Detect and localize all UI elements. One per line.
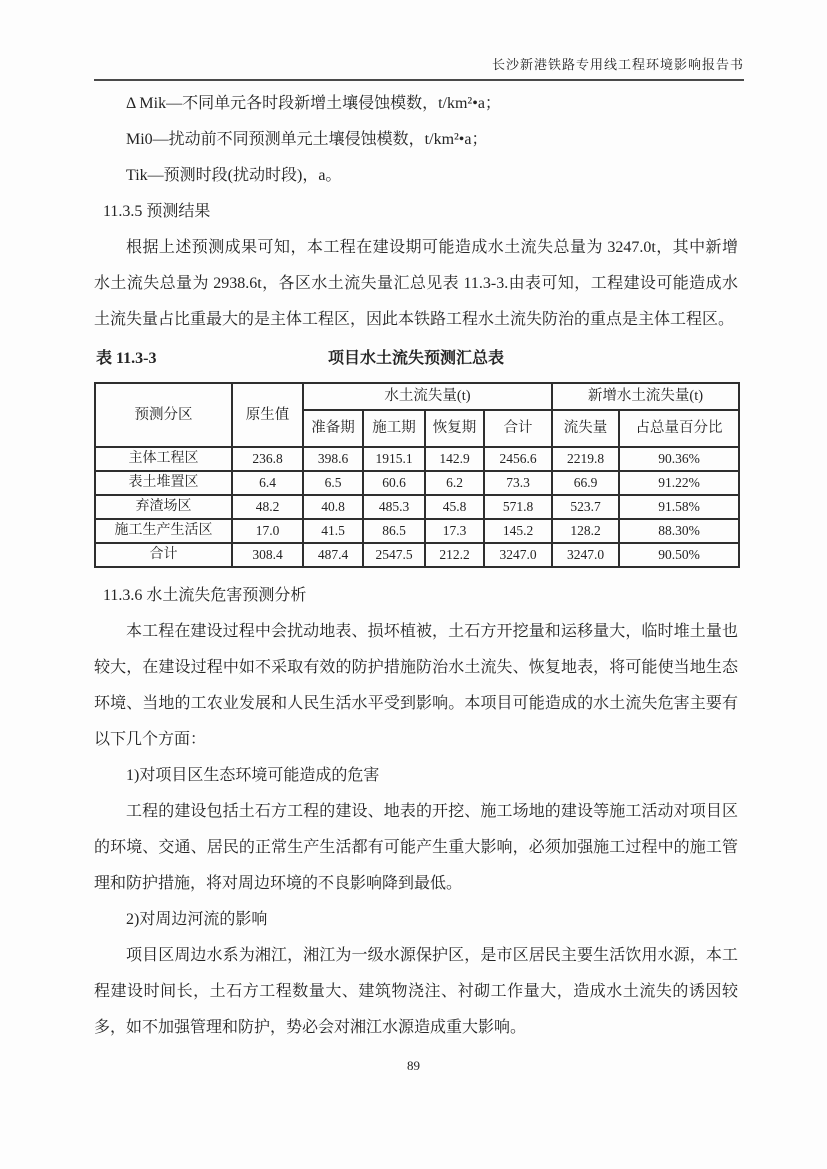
- table-cell: 2456.6: [484, 447, 552, 471]
- table-cell: 236.8: [232, 447, 303, 471]
- page-content: [94, 86, 738, 1046]
- paragraph-river-impact: 项目区周边水系为湘江，湘江为一级水源保护区，是市区居民主要生活饮用水源，本工程建设时间长，土石方工程数量大、建筑物浇注、衬砌工作量大，造成水土流失的诱因较多，如不加强管理和防护，势必会对湘江水源造成重大影响。: [94, 947, 738, 1036]
- table-cell: 308.4: [232, 543, 303, 567]
- soil-loss-summary-table: [94, 382, 740, 568]
- definition-line: Δ Mik—不同单元各时段新增土壤侵蚀模数，t/km²•a；: [126, 95, 501, 112]
- definition-line: Tik—预测时段(扰动时段)，a。: [126, 167, 342, 184]
- table-header-row: [95, 383, 739, 410]
- table-cell: 17.0: [232, 519, 303, 543]
- table-cell: 48.2: [232, 495, 303, 519]
- table-cell: 17.3: [425, 519, 484, 543]
- page-footer: [0, 1058, 827, 1074]
- table-cell: 2219.8: [552, 447, 619, 471]
- table-header-cell: 准备期: [303, 410, 363, 447]
- paragraph-hazard-intro: 本工程在建设过程中会扰动地表、损坏植被，土石方开挖量和运移量大，临时堆土量也较大，在建设过程中如不采取有效的防护措施防治水土流失、恢复地表，将可能使当地生态环境、当地的工农业发展和人民生活水平受到影响。本项目可能造成的水土流失危害主要有以下几个方面：: [94, 623, 738, 748]
- list-item-2: 2)对周边河流的影响: [126, 911, 268, 928]
- table-cell: 45.8: [425, 495, 484, 519]
- table-cell: 88.30%: [619, 519, 739, 543]
- table-cell: 90.36%: [619, 447, 739, 471]
- table-cell: 571.8: [484, 495, 552, 519]
- table-cell: 73.3: [484, 471, 552, 495]
- table-title: 项目水土流失预测汇总表: [327, 350, 504, 367]
- table-cell: 523.7: [552, 495, 619, 519]
- table-caption: [94, 344, 738, 374]
- table-cell: 表土堆置区: [95, 471, 232, 495]
- table-cell: 6.5: [303, 471, 363, 495]
- definition-line: Mi0—扰动前不同预测单元土壤侵蚀模数，t/km²•a；: [126, 131, 488, 148]
- table-cell: 66.9: [552, 471, 619, 495]
- section-heading-11-3-5: 11.3.5 预测结果: [103, 203, 211, 220]
- table-row: [95, 519, 739, 543]
- table-cell: 6.4: [232, 471, 303, 495]
- table-header-cell: 水土流失量(t): [303, 383, 552, 410]
- table-cell: 128.2: [552, 519, 619, 543]
- table-row: [95, 447, 739, 471]
- table-cell: 86.5: [363, 519, 425, 543]
- table-header-cell: 流失量: [552, 410, 619, 447]
- table-cell: 487.4: [303, 543, 363, 567]
- table-cell: 2547.5: [363, 543, 425, 567]
- list-item-1: 1)对项目区生态环境可能造成的危害: [126, 767, 380, 784]
- table-header-cell: 新增水土流失量(t): [552, 383, 739, 410]
- paragraph-prediction-result: 根据上述预测成果可知，本工程在建设期可能造成水土流失总量为 3247.0t，其中新增水土流失总量为 2938.6t，各区水土流失量汇总见表 11.3-3.由表可知，工程建设可能造成水土流失量占比重最大的是主体工程区，因此本铁路工程水土流失防治的重点是主体工程区。: [94, 239, 738, 328]
- table-cell: 主体工程区: [95, 447, 232, 471]
- table-cell: 91.58%: [619, 495, 739, 519]
- table-header-cell: 原生值: [232, 383, 303, 447]
- table-cell: 施工生产生活区: [95, 519, 232, 543]
- table-header-cell: 合计: [484, 410, 552, 447]
- table-header-cell: 占总量百分比: [619, 410, 739, 447]
- table-cell: 弃渣场区: [95, 495, 232, 519]
- table-cell: 3247.0: [484, 543, 552, 567]
- table-cell: 142.9: [425, 447, 484, 471]
- table-cell: 485.3: [363, 495, 425, 519]
- table-cell: 398.6: [303, 447, 363, 471]
- table-cell: 6.2: [425, 471, 484, 495]
- paragraph-eco-hazard: 工程的建设包括土石方工程的建设、地表的开挖、施工场地的建设等施工活动对项目区的环境、交通、居民的正常生产生活都有可能产生重大影响，必须加强施工过程中的施工管理和防护措施，将对周边环境的不良影响降到最低。: [94, 803, 738, 892]
- table-cell: 91.22%: [619, 471, 739, 495]
- table-cell: 40.8: [303, 495, 363, 519]
- table-cell: 3247.0: [552, 543, 619, 567]
- table-cell: 41.5: [303, 519, 363, 543]
- table-row: [95, 471, 739, 495]
- table-cell: 212.2: [425, 543, 484, 567]
- table-header-cell: 施工期: [363, 410, 425, 447]
- table-row: [95, 495, 739, 519]
- table-header-cell: 恢复期: [425, 410, 484, 447]
- table-label: 表 11.3-3: [96, 350, 157, 367]
- section-heading-11-3-6: 11.3.6 水土流失危害预测分析: [103, 587, 307, 604]
- report-title: 长沙新港铁路专用线工程环境影响报告书: [491, 57, 744, 72]
- table-cell: 合计: [95, 543, 232, 567]
- page-number: 89: [407, 1058, 420, 1073]
- running-header: [94, 54, 744, 81]
- table-cell: 1915.1: [363, 447, 425, 471]
- table-header-cell: 预测分区: [95, 383, 232, 447]
- table-cell: 90.50%: [619, 543, 739, 567]
- table-row-total: [95, 543, 739, 567]
- table-cell: 60.6: [363, 471, 425, 495]
- table-cell: 145.2: [484, 519, 552, 543]
